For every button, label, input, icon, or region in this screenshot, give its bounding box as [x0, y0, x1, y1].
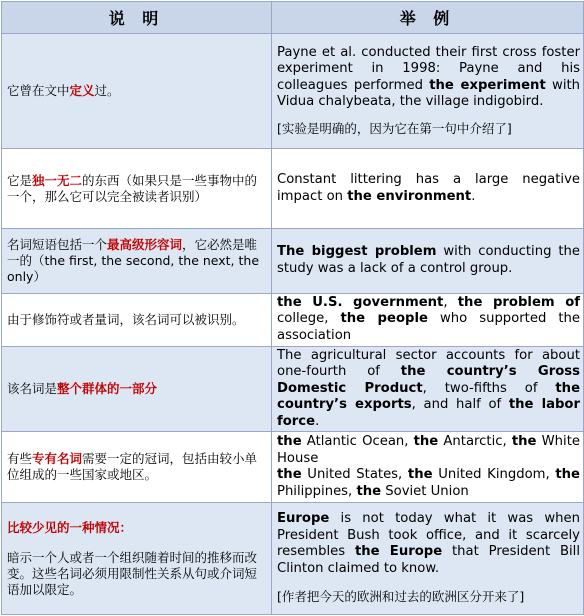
header-example: 举 例 — [272, 2, 584, 34]
bold-term: the — [555, 467, 580, 483]
article-usage-table — [1, 1, 584, 615]
example-text-2: the United States, the United Kingdom, the Philippines, the Soviet Union — [277, 467, 580, 499]
row-example — [272, 503, 584, 615]
highlight-term: 最高级形容词 — [107, 236, 183, 252]
bold-term: the — [407, 467, 433, 483]
highlight-term: 专有名词 — [32, 451, 83, 467]
bold-term: the environment — [347, 188, 472, 204]
row-explanation — [2, 346, 272, 431]
highlight-term: 定义 — [69, 82, 95, 98]
bold-term: the experiment — [429, 77, 546, 93]
bold-term: the country’s exports — [277, 380, 581, 412]
example-text: The biggest problem with conducting the study was a lack of a control group. — [277, 244, 580, 276]
example-text: Payne et al. conducted their first cross foster experiment in 1998: Payne and his colleagues performed the experiment with Vidua chalybeata, the village indigobird. — [277, 44, 581, 110]
example-text: Constant littering has a large negative impact on the environment. — [277, 172, 580, 204]
highlight-term: 独一无二 — [32, 172, 83, 188]
row-explanation — [2, 431, 272, 502]
example-note: [作者把今天的欧洲和过去的欧洲区分开来了] — [277, 589, 525, 605]
table-row — [2, 346, 584, 431]
table-row — [2, 228, 584, 293]
row-example — [272, 228, 584, 293]
row-example — [272, 149, 584, 228]
row-explanation — [2, 293, 272, 346]
table-row — [2, 149, 584, 228]
bold-term: the — [356, 483, 382, 499]
bold-term: the Europe — [354, 544, 443, 560]
row-example — [272, 431, 584, 502]
bold-term: the — [277, 434, 302, 450]
header-row — [2, 2, 584, 34]
bold-term: the — [511, 434, 537, 450]
row-example — [272, 33, 584, 149]
explanation-text: 它曾在文中定义过。 — [7, 82, 120, 98]
table-row — [2, 503, 584, 615]
explanation-text: 有些专有名词需要一定的冠词，包括由较小单位组成的一些国家或地区。 — [7, 451, 258, 483]
explanation-text: 该名词是整个群体的一部分 — [7, 380, 158, 396]
table-row — [2, 33, 584, 149]
example-text: the Atlantic Ocean, the Antarctic, the White House — [277, 434, 580, 466]
bold-term: the — [413, 434, 439, 450]
example-text: The agricultural sector accounts for about one-fourth of the country’s Gross Domestic Product, two-fifths of the country’s exports, and half of the labor force. — [277, 347, 581, 429]
explanation-title: 比较少见的一种情况： — [7, 519, 133, 535]
row-explanation — [2, 228, 272, 293]
explanation-text: 名词短语包括一个最高级形容词，它必然是唯一的（the first, the second, the next, the only） — [7, 236, 260, 284]
row-example — [272, 346, 584, 431]
bold-term: the problem of — [457, 294, 581, 310]
bold-term: the country’s Gross Domestic Product — [277, 364, 580, 396]
bold-term: the labor force — [277, 397, 580, 429]
bold-term: Europe — [277, 511, 330, 527]
example-text: the U.S. government, the problem of college, the people who supported the association — [277, 294, 581, 343]
table-row — [2, 431, 584, 502]
example-note: [实验是明确的，因为它在第一句中介绍了] — [277, 120, 512, 136]
bold-term: The biggest problem — [277, 244, 437, 260]
row-example — [272, 293, 584, 346]
example-text: Europe is not today what it was when President Bush took office, and it scarcely resembles the Europe that President Bill Clinton claimed to know. — [277, 511, 580, 576]
bold-term: the people — [340, 311, 428, 327]
table-row — [2, 293, 584, 346]
bold-term: the — [277, 467, 302, 483]
highlight-term: 整个群体的一部分 — [57, 380, 158, 396]
row-explanation — [2, 503, 272, 615]
explanation-text: 它是独一无二的东西（如果只是一些事物中的一个，那么它可以完全被读者识别） — [7, 172, 258, 204]
bold-term: the U.S. government — [277, 294, 444, 310]
header-explanation: 说 明 — [2, 2, 272, 34]
row-explanation — [2, 149, 272, 228]
explanation-text: 暗示一个人或者一个组织随着时间的推移而改变。这些名词必须用限制性关系从句或介词短语加以限定。 — [7, 549, 258, 597]
row-explanation — [2, 33, 272, 149]
explanation-text: 由于修饰符或者量词，该名词可以被识别。 — [7, 311, 245, 327]
